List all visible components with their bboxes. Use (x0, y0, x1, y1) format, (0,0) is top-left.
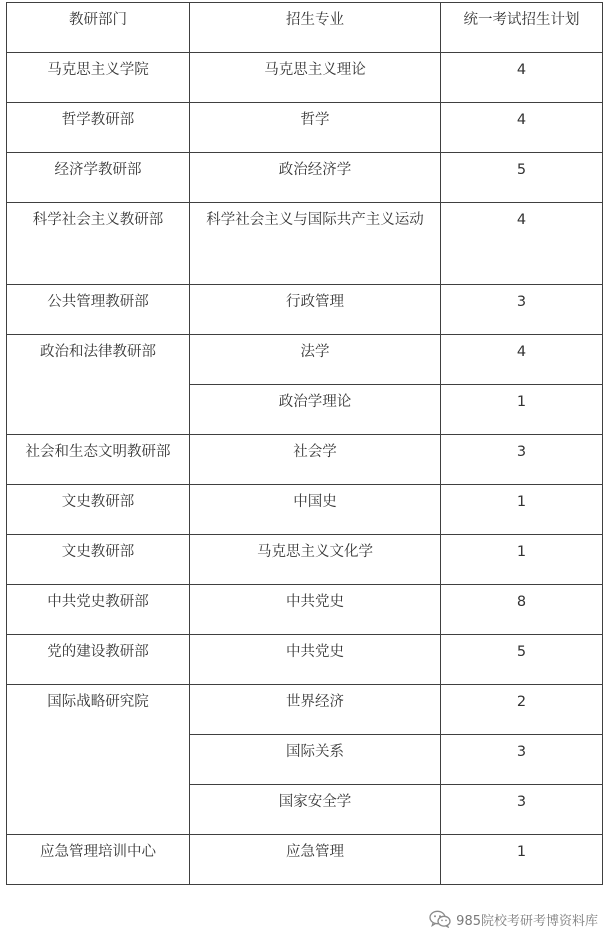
major-cell: 国家安全学 (190, 785, 441, 835)
table-row (7, 485, 603, 535)
department-cell: 应急管理培训中心 (7, 835, 190, 885)
quota-cell: 4 (441, 53, 603, 103)
quota-cell: 8 (441, 585, 603, 635)
department-cell: 马克思主义学院 (7, 53, 190, 103)
department-cell: 科学社会主义教研部 (7, 203, 190, 285)
quota-cell: 3 (441, 735, 603, 785)
major-cell: 世界经济 (190, 685, 441, 735)
department-cell: 社会和生态文明教研部 (7, 435, 190, 485)
quota-cell: 5 (441, 635, 603, 685)
quota-cell: 4 (441, 103, 603, 153)
watermark (429, 907, 598, 931)
table-row (7, 635, 603, 685)
major-cell: 中国史 (190, 485, 441, 535)
major-cell: 哲学 (190, 103, 441, 153)
table-row (7, 535, 603, 585)
major-cell: 马克思主义理论 (190, 53, 441, 103)
major-cell: 社会学 (190, 435, 441, 485)
quota-cell: 5 (441, 153, 603, 203)
quota-cell: 1 (441, 535, 603, 585)
quota-cell: 3 (441, 285, 603, 335)
table-row (7, 103, 603, 153)
table-row (7, 285, 603, 335)
enrollment-table (6, 2, 603, 885)
quota-cell: 1 (441, 485, 603, 535)
header-department: 教研部门 (7, 3, 190, 53)
quota-cell: 4 (441, 203, 603, 285)
department-cell: 经济学教研部 (7, 153, 190, 203)
department-cell: 中共党史教研部 (7, 585, 190, 635)
department-cell: 公共管理教研部 (7, 285, 190, 335)
department-cell: 哲学教研部 (7, 103, 190, 153)
quota-cell: 3 (441, 785, 603, 835)
quota-cell: 1 (441, 385, 603, 435)
wechat-icon (429, 910, 451, 928)
major-cell: 科学社会主义与国际共产主义运动 (190, 203, 441, 285)
header-row (7, 3, 603, 53)
table-row (7, 685, 603, 735)
table-row (7, 435, 603, 485)
watermark-text: 985院校考研考博资料库 (456, 913, 598, 929)
major-cell: 应急管理 (190, 835, 441, 885)
header-quota: 统一考试招生计划 (441, 3, 603, 53)
major-cell: 政治经济学 (190, 153, 441, 203)
table-row (7, 53, 603, 103)
major-cell: 中共党史 (190, 635, 441, 685)
department-cell: 国际战略研究院 (7, 685, 190, 835)
major-cell: 行政管理 (190, 285, 441, 335)
quota-cell: 4 (441, 335, 603, 385)
department-cell: 政治和法律教研部 (7, 335, 190, 435)
quota-cell: 2 (441, 685, 603, 735)
table-row (7, 835, 603, 885)
table-row (7, 585, 603, 635)
quota-cell: 3 (441, 435, 603, 485)
header-major: 招生专业 (190, 3, 441, 53)
major-cell: 法学 (190, 335, 441, 385)
table-row (7, 203, 603, 285)
quota-cell: 1 (441, 835, 603, 885)
major-cell: 中共党史 (190, 585, 441, 635)
table-row (7, 153, 603, 203)
department-cell: 党的建设教研部 (7, 635, 190, 685)
table-row (7, 335, 603, 385)
major-cell: 马克思主义文化学 (190, 535, 441, 585)
department-cell: 文史教研部 (7, 535, 190, 585)
major-cell: 政治学理论 (190, 385, 441, 435)
department-cell: 文史教研部 (7, 485, 190, 535)
major-cell: 国际关系 (190, 735, 441, 785)
